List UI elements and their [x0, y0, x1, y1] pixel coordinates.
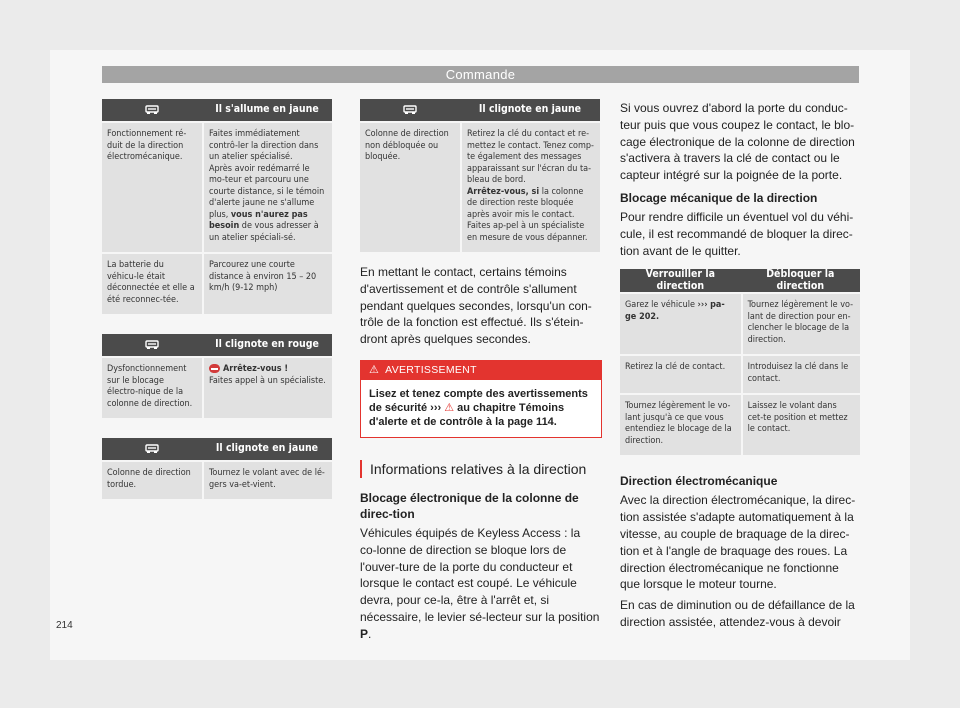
- warning-table-red-blink: [102, 334, 332, 418]
- column-header: Verrouiller la direction: [620, 269, 741, 292]
- body-paragraph: Pour rendre difficile un éventuel vol du véhi-cule, il est recommandé de bloquer la direc-tion avant de le quitter.: [620, 209, 854, 258]
- lock-cell: Retirez la clé de contact.: [620, 354, 741, 393]
- heading-mechanical-lock: Blocage mécanique de la direction: [620, 190, 818, 205]
- warning-table-yellow-blink-2: [360, 99, 600, 252]
- warning-text: Lisez et tenez compte des avertissements de sécurité ››› ⚠ au chapitre Témoins d'alerte et de contrôle à la page 114.: [369, 387, 588, 428]
- steering-warning-icon: [360, 99, 460, 121]
- cause-cell: Colonne de direction tordue.: [102, 460, 202, 499]
- right-column: [620, 100, 860, 635]
- warning-triangle-icon: ⚠: [369, 363, 380, 376]
- table-header: Il clignote en jaune: [202, 438, 332, 460]
- stop-icon: [209, 364, 220, 373]
- unlock-cell: Introduisez la clé dans le contact.: [741, 354, 860, 393]
- steering-warning-icon: [102, 334, 202, 356]
- solution-cell: Retirez la clé du contact et re-mettez le contact. Tenez comp-te également des messages apparaissant sur l'écran du ta-bleau de bord. Arrêtez-vous, si la colonne de direction reste bloquée après avoir mis le contact. Faites ap-pel à un spécialiste en mesure de vous dépanner.: [460, 121, 600, 252]
- cause-cell: Dysfonctionnement sur le blocage électro-nique de la colonne de direction.: [102, 356, 202, 418]
- table-header: Il clignote en rouge: [202, 334, 332, 356]
- middle-column: [360, 99, 600, 647]
- heading-electromechanical: Direction électromécanique: [620, 474, 778, 489]
- table-header: Il clignote en jaune: [460, 99, 600, 121]
- left-column: [102, 99, 332, 499]
- table-row: [102, 252, 332, 314]
- unlock-cell: Laissez le volant dans cet-te position et mettez le contact.: [741, 393, 860, 455]
- solution-cell: Arrêtez-vous ! Faites appel à un spécialiste.: [202, 356, 332, 418]
- table-row: [620, 292, 860, 354]
- lock-cell: Garez le véhicule ››› pa-ge 202.: [620, 292, 741, 354]
- body-paragraph: Avec la direction électromécanique, la direc-tion assistée s'adapte automatiquement à la vitesse, au couple de braquage de la direc-tion et à l'angle de braquage des roues. La direction électromécanique ne fonctionne que lorsque le moteur tourne.: [620, 493, 856, 592]
- page-number: 214: [56, 620, 73, 631]
- table-header: Il s'allume en jaune: [202, 99, 332, 121]
- steering-warning-icon: [102, 99, 202, 121]
- subheading: Blocage électronique de la colonne de direc-tion: [360, 490, 579, 521]
- steering-lock-table: [620, 269, 860, 455]
- intro-paragraph: Si vous ouvrez d'abord la porte du conduc-teur puis que vous coupez le contact, le blo-cage électronique de la colonne de direction s'activera à travers la clé de contact ou le capteur intégré sur la poignée de la porte.: [620, 101, 855, 183]
- table-row: [360, 121, 600, 252]
- table-row: [102, 121, 332, 252]
- cause-cell: La batterie du véhicu-le était déconnectée et elle a été reconnec-tée.: [102, 252, 202, 314]
- section-title: Informations relatives à la direction: [360, 460, 600, 478]
- table-row: [102, 356, 332, 418]
- manual-page: [50, 50, 910, 660]
- unlock-cell: Tournez légèrement le vo-lant de direction pour en-clencher le blocage de la direction.: [741, 292, 860, 354]
- warning-table-yellow-on: [102, 99, 332, 314]
- body-paragraph: En cas de diminution ou de défaillance de la direction assistée, attendez-vous à devoir: [620, 598, 855, 629]
- warning-triangle-icon: ⚠: [444, 401, 455, 414]
- warning-table-yellow-blink: [102, 438, 332, 499]
- cause-cell: Fonctionnement ré-duit de la direction électromécanique.: [102, 121, 202, 252]
- lock-cell: Tournez légèrement le vo-lant jusqu'à ce que vous entendiez le blocage de la direction.: [620, 393, 741, 455]
- page-header: Commande: [102, 66, 859, 83]
- table-row: [620, 354, 860, 393]
- table-row: [102, 460, 332, 499]
- warning-header: ⚠ AVERTISSEMENT: [361, 361, 601, 380]
- solution-cell: Faites immédiatement contrô-ler la direction dans un atelier spécialisé. Après avoir redémarré le mo-teur et parcouru une courte distance, si le témoin d'alerte jaune ne s'allume plus, vous n'aurez pas besoin de vous adresser à un atelier spéciali-sé.: [202, 121, 332, 252]
- body-paragraph: Véhicules équipés de Keyless Access : la co-lonne de direction se bloque lors de l'ouver-ture de la porte du conducteur et lorsque le contact est coupé. Le véhicule devra, pour ce-la, être à l'arrêt et, si nécessaire, le levier sé-lecteur sur la position P.: [360, 525, 600, 641]
- cause-cell: Colonne de direction non débloquée ou bloquée.: [360, 121, 460, 252]
- column-header: Débloquer la direction: [741, 269, 860, 292]
- info-paragraph: En mettant le contact, certains témoins d'avertissement et de contrôle s'allument pendant quelques secondes, lorsqu'un con-trôle de la fonction est effectué. Ils s'étein-dront après quelques secondes.: [360, 265, 592, 347]
- steering-warning-icon: [102, 438, 202, 460]
- solution-cell: Parcourez une courte distance à environ 15 – 20 km/h (9-12 mph): [202, 252, 332, 314]
- solution-cell: Tournez le volant avec de lé-gers va-et-vient.: [202, 460, 332, 499]
- warning-box: [360, 360, 602, 438]
- table-row: [620, 393, 860, 455]
